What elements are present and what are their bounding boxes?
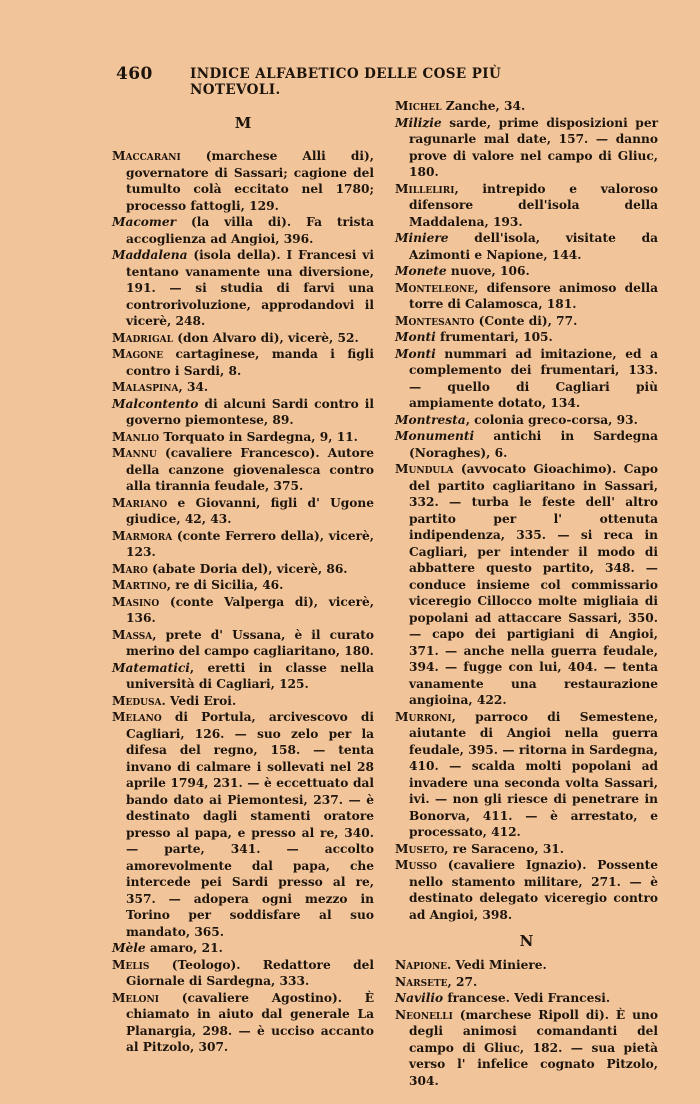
entry-headword: Miniere bbox=[395, 231, 449, 245]
entry-headword: Maro bbox=[112, 561, 148, 576]
entry-headword: Magone bbox=[112, 347, 164, 361]
index-entry bbox=[112, 577, 374, 594]
entry-headword: Murroni bbox=[395, 709, 452, 724]
page-header bbox=[116, 64, 586, 98]
index-entry bbox=[112, 396, 374, 429]
index-entry bbox=[395, 957, 658, 974]
entry-headword: Montesanto bbox=[395, 313, 475, 328]
index-entry bbox=[112, 445, 374, 495]
index-entry bbox=[112, 709, 374, 940]
entry-headword: Monti bbox=[395, 346, 436, 361]
entry-headword: Masino bbox=[112, 594, 160, 609]
index-entry bbox=[395, 857, 658, 923]
entry-headword: Medusa bbox=[112, 693, 162, 708]
index-entry bbox=[112, 148, 374, 214]
entry-headword: Mèle bbox=[112, 941, 146, 955]
scan-watermark bbox=[498, 1090, 588, 1100]
entry-text: (abate Doria del), vicerè, 86. bbox=[147, 561, 348, 576]
entry-text: , prete d' Ussana, è il curato merino del campo cagliaritano, 180. bbox=[126, 627, 374, 658]
index-entry bbox=[395, 346, 658, 412]
entry-headword: Monete bbox=[395, 264, 447, 278]
entry-text: antichi in Sardegna (Noraghes), 6. bbox=[409, 429, 658, 460]
entry-headword: Mariano bbox=[112, 495, 168, 510]
entry-headword: Maccarani bbox=[112, 149, 181, 163]
index-entry bbox=[112, 594, 374, 627]
entry-headword: Mundula bbox=[395, 462, 454, 476]
entry-text: nuove, 106. bbox=[446, 264, 530, 278]
entry-headword: Narsete bbox=[395, 974, 448, 989]
entry-text: Torquato in Sardegna, 9, 11. bbox=[159, 429, 358, 444]
entry-headword: Michel bbox=[395, 99, 442, 113]
entry-text: , intrepido e valoroso difensore dell'isola della Maddalena, 193. bbox=[409, 181, 658, 229]
entry-headword: Neonelli bbox=[395, 1007, 453, 1022]
entry-text: , difensore animoso della torre di Calamosca, 181. bbox=[409, 280, 658, 311]
entry-text: , parroco di Semestene, aiutante di Angioi nella guerra feudale, 395. — ritorna in Sardegna, 410. — scalda molti popolani ad invadere una seconda volta Sassari, ivi. — non gli riesce di penetrare in Bonorva, 411. — è arrestato, e processato, 412. bbox=[409, 709, 658, 839]
entry-text: amaro, 21. bbox=[145, 941, 223, 955]
entry-headword: Mannu bbox=[112, 446, 157, 460]
index-entry bbox=[395, 841, 658, 858]
entry-headword: Manlio bbox=[112, 429, 160, 444]
entry-text: frumentari, 105. bbox=[435, 330, 553, 344]
entry-text: , eretti in classe nella università di Cagliari, 125. bbox=[126, 660, 374, 691]
entry-text: sarde, prime disposizioni per ragunarle mal date, 157. — danno prove di valore nel campo di Gliuc, 180. bbox=[409, 115, 658, 179]
entry-headword: Milleliri bbox=[395, 181, 455, 196]
index-entry bbox=[395, 230, 658, 263]
index-entry bbox=[112, 214, 374, 247]
entry-text: (Teologo). Redattore del Giornale di Sardegna, 333. bbox=[126, 957, 374, 988]
entry-headword: Monumenti bbox=[395, 429, 475, 443]
index-entry bbox=[395, 263, 658, 280]
entry-text: , colonia greco-corsa, 93. bbox=[465, 412, 638, 427]
entry-headword: Maddalena bbox=[112, 248, 188, 262]
entry-text: (conte Ferrero della), vicerè, 123. bbox=[126, 528, 374, 559]
index-entry bbox=[395, 1007, 658, 1090]
index-entry bbox=[112, 346, 374, 379]
entry-headword: Marmora bbox=[112, 528, 173, 543]
index-entry bbox=[395, 974, 658, 991]
entry-text: , 34. bbox=[178, 380, 209, 394]
entry-headword: Melano bbox=[112, 710, 162, 724]
entry-text: (isola della). I Francesi vi tentano vanamente una diversione, 191. — si studia di farvi una controrivoluzione, approdandovi il vicerè, 248. bbox=[126, 248, 374, 328]
index-entry bbox=[395, 461, 658, 709]
entry-headword: Musso bbox=[395, 858, 437, 872]
index-entry bbox=[112, 247, 374, 330]
index-entry bbox=[112, 495, 374, 528]
entry-headword: Museto bbox=[395, 841, 445, 856]
entry-text: (marchese Alli di), governatore di Sassari; cagione del tumulto colà eccitato nel 1780; processo fattogli, 129. bbox=[126, 149, 374, 213]
index-entry bbox=[112, 429, 374, 446]
index-entry bbox=[112, 379, 374, 396]
index-entry bbox=[112, 627, 374, 660]
right-column bbox=[395, 98, 658, 1089]
index-entry bbox=[395, 98, 658, 115]
index-entry bbox=[112, 693, 374, 710]
entry-text: (conte Valperga di), vicerè, 136. bbox=[126, 594, 374, 625]
index-entry bbox=[395, 329, 658, 346]
entry-headword: Navilio bbox=[395, 991, 444, 1005]
entry-text: . Vedi Eroi. bbox=[161, 693, 237, 708]
entry-headword: Massa bbox=[112, 627, 153, 642]
entry-headword: Montresta bbox=[395, 412, 466, 427]
index-entry bbox=[395, 428, 658, 461]
entry-headword: Martino bbox=[112, 578, 167, 592]
entry-text: , 27. bbox=[447, 974, 478, 989]
index-entry bbox=[395, 313, 658, 330]
page-number: 460 bbox=[116, 64, 153, 84]
entry-text: (cavaliere Francesco). Autore della canzone giovenalesca contro alla tirannia feudale, 375. bbox=[126, 446, 374, 493]
entry-text: dell'isola, visitate da Azimonti e Napione, 144. bbox=[409, 231, 658, 262]
entry-headword: Monteleone bbox=[395, 280, 475, 295]
entry-text: Zanche, 34. bbox=[441, 99, 526, 113]
left-column bbox=[112, 98, 374, 1056]
entry-text: (don Alvaro di), vicerè, 52. bbox=[172, 330, 359, 345]
index-entry bbox=[395, 990, 658, 1007]
entry-text: di alcuni Sardi contro il governo piemontese, 89. bbox=[126, 396, 374, 427]
section-letter-n: N bbox=[519, 932, 534, 950]
entry-headword: Monti bbox=[395, 330, 436, 344]
index-entry bbox=[395, 280, 658, 313]
index-entry bbox=[395, 709, 658, 841]
entry-text: nummari ad imitazione, ed a complemento dei frumentari, 133. — quello di Cagliari più ampiamente dotato, 134. bbox=[409, 346, 658, 410]
entry-text: (marchese Ripoll di). È uno degli animosi comandanti del campo di Gliuc, 182. — sua pietà verso l' infelice cognato Pitzolo, 304. bbox=[409, 1007, 658, 1088]
entry-text: (la villa di). Fa trista accoglienza ad Angioi, 396. bbox=[126, 215, 374, 246]
section-letter-m: M bbox=[234, 114, 252, 132]
entry-text: (cavaliere Agostino). È chiamato in aiuto dal generale La Planargia, 298. — è ucciso accanto al Pitzolo, 307. bbox=[126, 990, 374, 1054]
entry-text: , re di Sicilia, 46. bbox=[166, 578, 284, 592]
entry-headword: Macomer bbox=[112, 215, 177, 229]
entry-headword: Meloni bbox=[112, 990, 159, 1005]
running-title: INDICE ALFABETICO DELLE COSE PIÙ NOTEVOLI. bbox=[190, 66, 502, 98]
entry-headword: Milizie bbox=[395, 115, 442, 130]
index-entry bbox=[395, 115, 658, 181]
entry-text: francese. Vedi Francesi. bbox=[443, 991, 611, 1005]
index-entry bbox=[112, 561, 374, 578]
entry-text: e Giovanni, figli d' Ugone giudice, 42, 43. bbox=[126, 495, 374, 526]
entry-headword: Matematici bbox=[112, 660, 190, 675]
index-entry bbox=[112, 940, 374, 957]
index-entry bbox=[112, 660, 374, 693]
index-entry bbox=[395, 412, 658, 429]
entry-headword: Madrigal bbox=[112, 330, 173, 345]
index-entry bbox=[112, 330, 374, 347]
right-entries-n bbox=[395, 957, 658, 1089]
entry-text: (avvocato Gioachimo). Capo del partito cagliaritano in Sassari, 332. — turba le feste dell' altro partito per l' ottenuta indipendenza, 335. — si reca in Cagliari, per intender il modo di abbattere questo partito, 348. — conduce insieme col commissario viceregio Cillocco molte migliaia di popolani ad attaccare Sassari, 350. — capo dei partigiani di Angioi, 371. — anche nella guerra feudale, 394. — fugge con lui, 404. — tenta vanamente una restaurazione angioina, 422. bbox=[409, 462, 658, 707]
entry-headword: Melis bbox=[112, 957, 150, 972]
index-entry bbox=[112, 528, 374, 561]
index-entry bbox=[112, 957, 374, 990]
right-entries-m bbox=[395, 98, 658, 923]
entry-text: (cavaliere Ignazio). Possente nello stamento militare, 271. — è destinato delegato viceregio contro ad Angioi, 398. bbox=[409, 858, 658, 922]
entry-headword: Malaspina bbox=[112, 380, 179, 394]
entry-text: (Conte di), 77. bbox=[474, 313, 578, 328]
index-entry bbox=[395, 181, 658, 231]
entry-text: . Vedi Miniere. bbox=[447, 958, 547, 972]
index-entry bbox=[112, 990, 374, 1056]
entry-headword: Napione bbox=[395, 958, 448, 972]
entry-text: cartaginese, manda i figli contro i Sardi, 8. bbox=[126, 347, 374, 378]
entry-text: di Portula, arcivescovo di Cagliari, 126. — suo zelo per la difesa del regno, 158. — tenta invano di calmare i sollevati nel 28 aprile 1794, 231. — è eccettuato dal bando dato ai Piemontesi, 237. — è destinato dagli stamenti oratore presso al papa, e presso al re, 340. — parte, 341. — accolto amorevolmente dal papa, che intercede pei Sardi presso al re, 357. — adopera ogni mezzo in Torino per soddisfare al suo mandato, 365. bbox=[126, 710, 374, 939]
entry-headword: Malcontento bbox=[112, 396, 199, 411]
entry-text: , re Saraceno, 31. bbox=[444, 841, 565, 856]
left-entries bbox=[112, 148, 374, 1056]
